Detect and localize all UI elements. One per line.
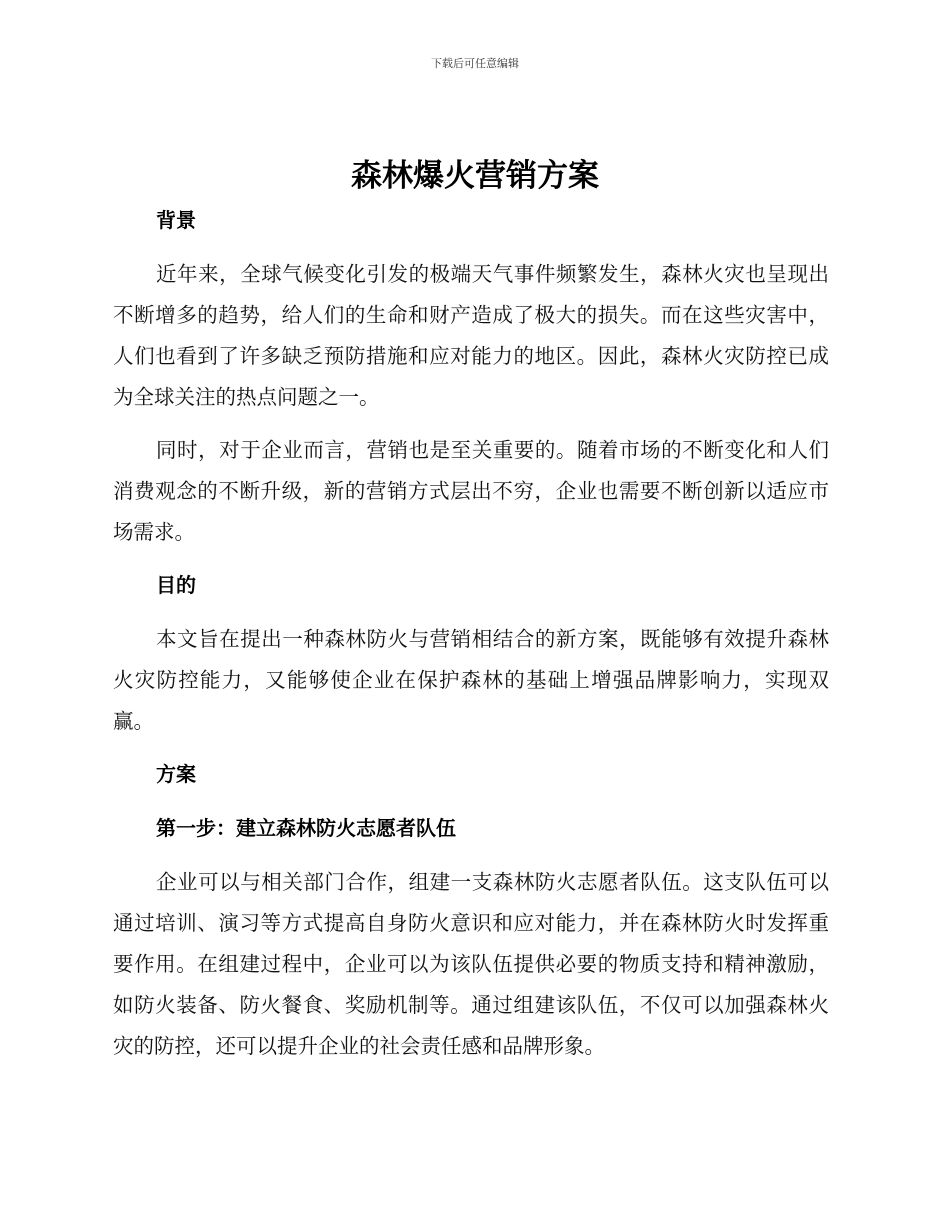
section-heading-background: 背景 <box>156 208 196 232</box>
paragraph-purpose-1: 本文旨在提出一种森林防火与营销相结合的新方案，既能够有效提升森林火灾防控能力，又能够使企业在保护森林的基础上增强品牌影响力，实现双赢。 <box>113 627 829 733</box>
page-header-note: 下载后可任意编辑 <box>431 57 519 70</box>
paragraph-background-2: 同时，对于企业而言，营销也是至关重要的。随着市场的不断变化和人们消费观念的不断升级，新的营销方式层出不穷，企业也需要不断创新以适应市场需求。 <box>113 438 829 544</box>
section-heading-purpose: 目的 <box>156 573 196 597</box>
document-title: 森林爆火营销方案 <box>351 158 599 194</box>
subsection-heading-step1: 第一步：建立森林防火志愿者队伍 <box>156 816 456 840</box>
document-body <box>113 200 829 1067</box>
paragraph-step1-1: 企业可以与相关部门合作，组建一支森林防火志愿者队伍。这支队伍可以通过培训、演习等方式提高自身防火意识和应对能力，并在森林防火时发挥重要作用。在组建过程中，企业可以为该队伍提供必要的物质支持和精神激励，如防火装备、防火餐食、奖励机制等。通过组建该队伍，不仅可以加强森林火灾的防控，还可以提升企业的社会责任感和品牌形象。 <box>113 870 829 1058</box>
paragraph-background-1: 近年来，全球气候变化引发的极端天气事件频繁发生，森林火灾也呈现出不断增多的趋势，给人们的生命和财产造成了极大的损失。而在这些灾害中，人们也看到了许多缺乏预防措施和应对能力的地区。因此，森林火灾防控已成为全球关注的热点问题之一。 <box>113 262 829 409</box>
section-heading-plan: 方案 <box>156 762 196 786</box>
